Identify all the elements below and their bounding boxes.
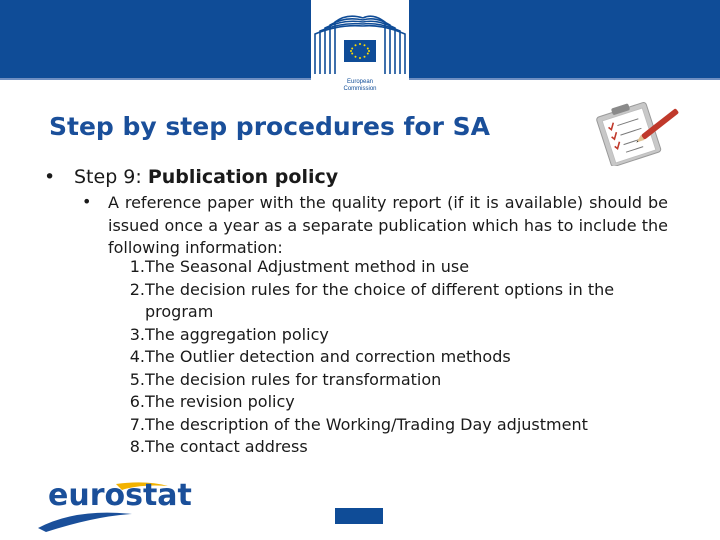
list-item-text: The decision rules for the choice of different options in the program [145, 279, 615, 321]
slide-title: Step by step procedures for SA [49, 112, 490, 141]
list-item-text: The revision policy [145, 392, 295, 411]
eurostat-wordmark: eurostat [48, 478, 192, 513]
step-label: Step 9: [74, 166, 148, 188]
list-item-text: The decision rules for transformation [145, 369, 442, 389]
list-item [108, 324, 673, 347]
information-list [108, 256, 673, 459]
list-item [108, 369, 673, 392]
list-item-number: 3. [129, 324, 145, 344]
list-item-text: The Seasonal Adjustment method in use [145, 257, 470, 276]
list-item [108, 346, 673, 369]
logo-caption-line-2: Commission [343, 86, 377, 92]
list-item [108, 391, 673, 414]
list-item-number: 8. [129, 437, 145, 456]
clipboard-checklist-icon [580, 94, 684, 166]
commission-building-icon [311, 0, 409, 78]
footer-bar [335, 508, 383, 524]
step-heading [44, 166, 338, 188]
list-item-number: 6. [129, 392, 145, 411]
list-item-number: 7. [129, 414, 145, 434]
paragraph: A reference paper with the quality report (if it is available) should be issued once a year as a separate publication which has to include the following information: [108, 193, 668, 257]
list-item-number: 4. [129, 347, 145, 366]
bullet: • [44, 166, 56, 188]
list-item [108, 256, 673, 279]
sub-bullet: • [82, 192, 92, 211]
step-title: Publication policy [147, 166, 339, 188]
eurostat-logo [36, 478, 192, 534]
list-item [108, 279, 673, 324]
list-item-text: The aggregation policy [145, 324, 329, 344]
european-commission-logo [311, 0, 409, 102]
list-item-number: 5. [129, 369, 145, 389]
list-item [108, 436, 673, 459]
list-item-text: The contact address [145, 437, 308, 456]
logo-caption-line-1: European [346, 79, 374, 85]
list-item-text: The description of the Working/Trading Day adjustment [145, 414, 588, 434]
list-item [108, 414, 673, 437]
list-item-number: 1. [129, 257, 145, 276]
list-item-number: 2. [129, 279, 145, 299]
logo-caption [311, 79, 409, 93]
list-item-text: The Outlier detection and correction methods [145, 347, 511, 366]
